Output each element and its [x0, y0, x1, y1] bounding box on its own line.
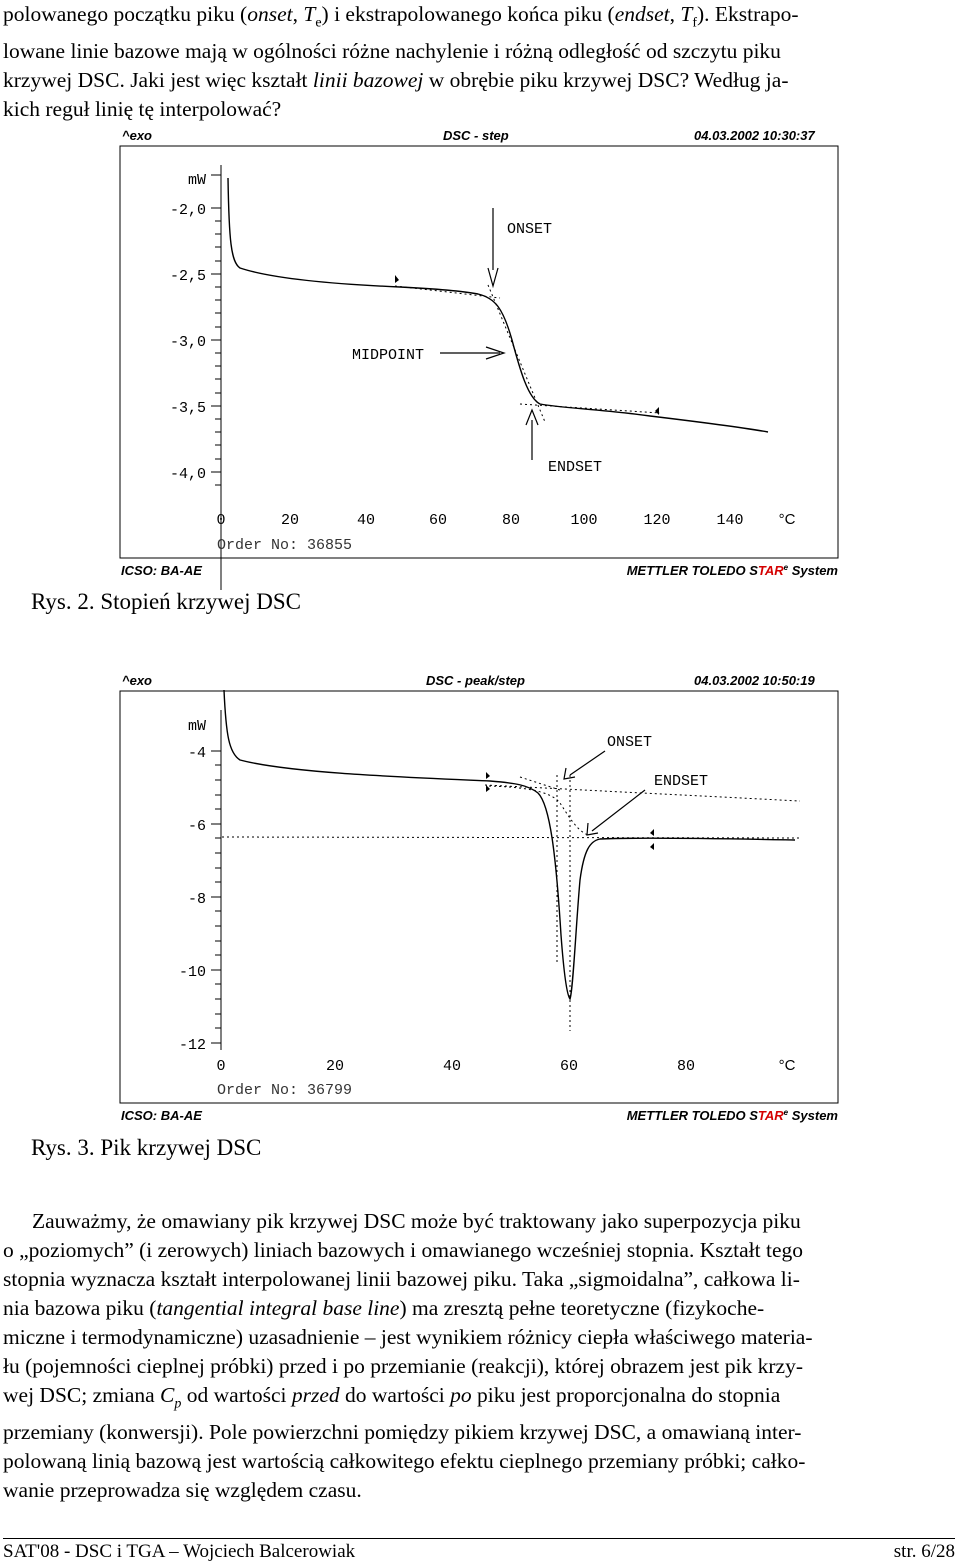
figure-dsc-step [0, 120, 960, 590]
fig2-header-title: DSC - step [443, 128, 509, 143]
fig2-y-tick: -4,0 [169, 466, 206, 483]
fig2-x-tick: 100 [570, 512, 598, 529]
body-line: miczne i termodynamiczne) uzasadnienie – jest wynikiem różnicy ciepła właściwego materia- [3, 1325, 813, 1349]
body-line: polowaną linią bazową jest wartością całkowitego efektu cieplnego przemiany próbki; całko- [3, 1449, 806, 1474]
fig2-tangents [395, 285, 660, 422]
intro-line: lowane linie bazowe mają w ogólności różne nachylenie i różną odległość od szczytu piku [3, 39, 781, 64]
body-line: o „poziomych” (i zerowych) liniach bazowych i omawianego wcześniej stopnia. Kształt tego [3, 1238, 803, 1262]
fig3-label-endset: ENDSET [654, 773, 709, 790]
fig3-dsc-curve [224, 690, 795, 999]
footer-page-number: str. 6/28 [893, 1541, 955, 1562]
fig2-x-tick: 0 [216, 512, 226, 529]
fig3-header-date: 04.03.2002 10:50:19 [694, 673, 815, 688]
fig3-y-tick: -4 [187, 745, 206, 762]
page-footer [3, 1538, 955, 1565]
fig3-marker [486, 772, 490, 779]
fig2-order-no: Order No: 36855 [217, 537, 353, 554]
figure-dsc-peak [0, 665, 960, 1135]
body-paragraph [3, 1207, 958, 1505]
intro-line: kich reguł linię tę interpolować? [3, 97, 282, 122]
fig2-y-tick: -2,5 [169, 268, 206, 285]
fig3-baselines [222, 775, 800, 1031]
fig3-order-no: Order No: 36799 [217, 1082, 353, 1099]
fig3-marker [650, 843, 654, 850]
fig2-label-midpoint: MIDPOINT [352, 347, 425, 364]
fig2-x-tick: 20 [280, 512, 300, 529]
fig2-marker-right [655, 407, 659, 415]
fig2-y-tick: -2,0 [169, 202, 206, 219]
fig3-footer-left: ICSO: BA-AE [121, 1108, 202, 1123]
fig3-y-unit: mW [187, 718, 206, 735]
fig2-marker-left [395, 275, 399, 283]
fig3-x-tick: 60 [559, 1058, 579, 1075]
intro-line: krzywej DSC. Jaki jest więc kształt linii bazowej w obrębie piku krzywej DSC? Według ja- [3, 68, 789, 93]
fig3-frame [120, 691, 838, 1103]
fig2-header-exo: ^exo [122, 128, 152, 143]
fig3-y-tick: -12 [178, 1037, 206, 1054]
fig3-label-onset: ONSET [607, 734, 653, 751]
body-line: wej DSC; zmiana $C_p$ od wartości przed do wartości po piku jest proporcjonalna do stopnia [3, 1383, 781, 1412]
body-line: Zauważmy, że omawiany pik krzywej DSC może być traktowany jako superpozycja piku [32, 1209, 801, 1233]
fig3-x-tick: 20 [325, 1058, 345, 1075]
fig2-y-tick: -3,5 [169, 400, 206, 417]
body-line: łu (pojemności cieplnej próbki) przed i po przemianie (reakcji), której obrazem jest pik krzy- [3, 1354, 803, 1378]
fig3-header-title: DSC - peak/step [426, 673, 525, 688]
intro-paragraph [3, 0, 958, 124]
fig2-frame [120, 146, 838, 558]
fig2-x-tick: 40 [356, 512, 376, 529]
fig3-x-unit: °C [778, 1057, 796, 1074]
fig2-label-endset: ENDSET [548, 459, 603, 476]
fig2-y-tick: -3,0 [169, 334, 206, 351]
fig2-x-tick: 60 [428, 512, 448, 529]
fig3-caption: Rys. 3. Pik krzywej DSC [31, 1135, 262, 1160]
fig2-x-unit: °C [778, 511, 796, 528]
fig3-x-tick: 0 [216, 1058, 226, 1075]
footer-title: SAT'08 - DSC i TGA – Wojciech Balcerowiak [3, 1541, 356, 1562]
fig2-x-tick: 120 [643, 512, 671, 529]
fig2-footer-left: ICSO: BA-AE [121, 563, 202, 578]
fig2-caption: Rys. 2. Stopień krzywej DSC [31, 589, 301, 614]
fig2-header-date: 04.03.2002 10:30:37 [694, 128, 815, 143]
fig2-y-unit: mW [187, 172, 206, 189]
fig3-footer-right: METTLER TOLEDO STAR$^e$ System [626, 1108, 838, 1123]
body-line: stopnia wyznacza kształt interpolowanej linii bazowej piku. Taka „sigmoidalna”, całkowa li- [3, 1267, 800, 1291]
fig3-x-tick: 80 [676, 1058, 696, 1075]
body-line: wanie przeprowadza się względem czasu. [3, 1478, 362, 1503]
fig3-y-tick: -10 [178, 964, 206, 981]
intro-line: polowanego początku piku (onset, $T_e$) i ekstrapolowanego końca piku (endset, $T_f$). Ekstrapo- [3, 2, 799, 31]
fig3-y-tick: -6 [187, 818, 206, 835]
fig2-x-tick: 80 [501, 512, 521, 529]
fig3-y-tick: -8 [187, 891, 206, 908]
fig2-footer-right: METTLER TOLEDO STAR$^e$ System [626, 563, 838, 578]
fig3-header-exo: ^exo [122, 673, 152, 688]
fig3-x-tick: 40 [442, 1058, 462, 1075]
body-line: przemiany (konwersji). Pole powierzchni pomiędzy pikiem krzywej DSC, a omawianą inter- [3, 1420, 802, 1445]
fig2-dsc-curve [228, 178, 768, 432]
body-line: nia bazowa piku (tangential integral base line) ma zresztą pełne teoretyczne (fizykoche- [3, 1296, 765, 1320]
fig3-marker [650, 829, 654, 836]
fig2-label-onset: ONSET [507, 221, 553, 238]
fig2-x-tick: 140 [716, 512, 744, 529]
